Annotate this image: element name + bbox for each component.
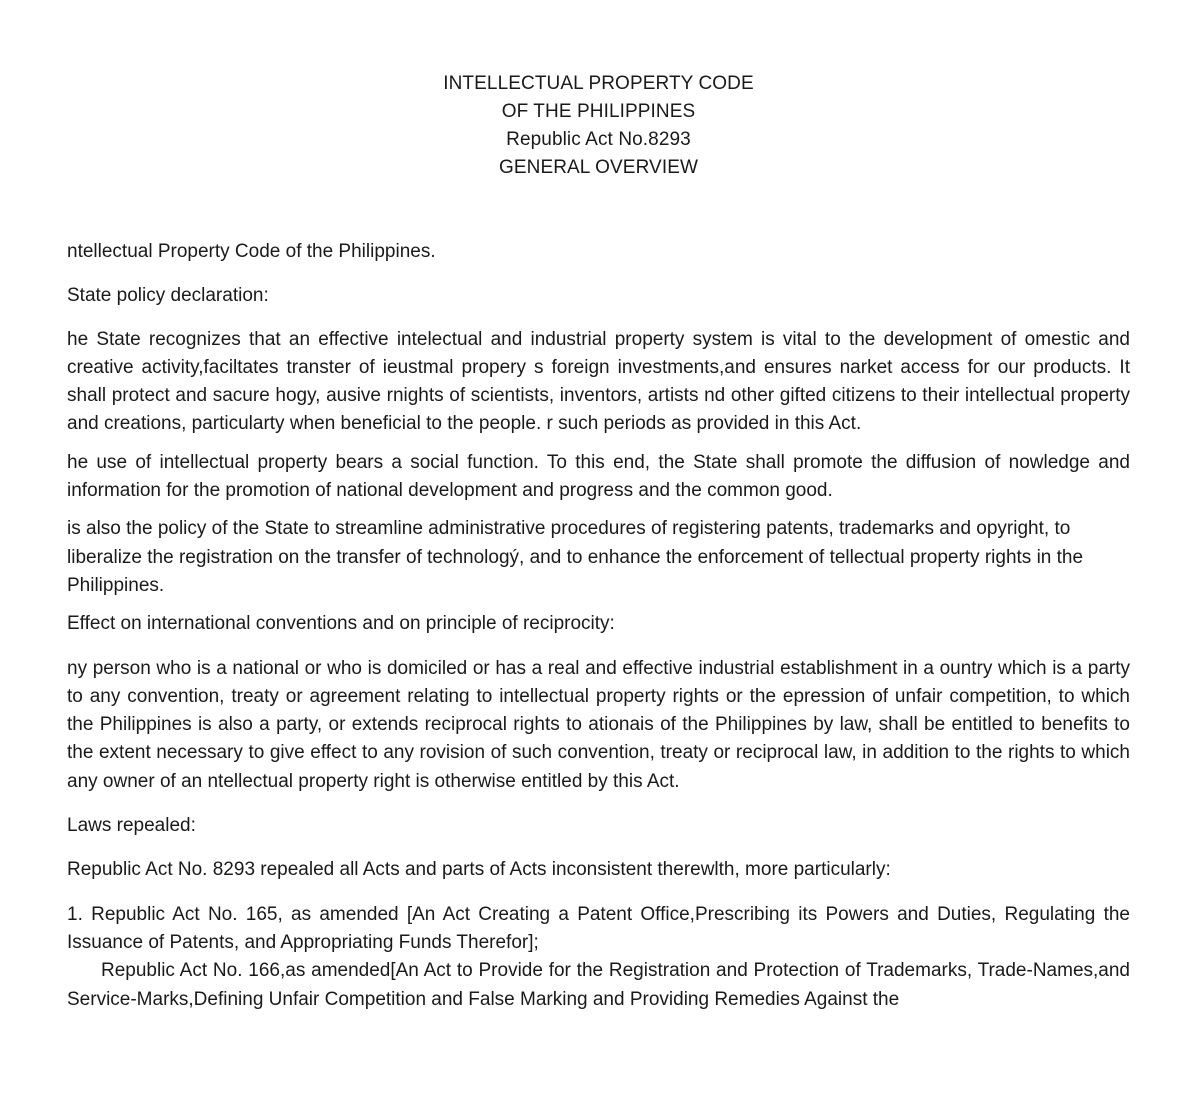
repealed-item-2: Republic Act No. 166,as amended[An Act to Provide for the Registration and Protection of Trademarks, Trade-Names,and Service-Marks,Defining Unfair Competition and False Marking and Providing Remedies Against the (67, 960, 1130, 1010)
state-policy-paragraph-3: is also the policy of the State to streamline administrative procedures of registering patents, trademarks and opyright, to liberalize the registration on the transfer of technologý, and to enhance the enforcement of tellectual property rights in the Philippines. (67, 518, 1084, 596)
title-line-4: GENERAL OVERVIEW (498, 157, 699, 178)
title-line-2: OF THE PHILIPPINES (501, 101, 696, 122)
effect-paragraph: ny person who is a national or who is domiciled or has a real and effective industrial establishment in a ountry which is a party to any convention, treaty or agreement relating to intellectual property rights or the epression of unfair competition, to which the Philippines is also a party, or extends reciprocal rights to ationais of the Philippines by law, shall be entitled to benefits to the extent necessary to give effect to any rovision of such convention, treaty or reciprocal law, in addition to the rights to which any owner of an ntellectual property right is otherwise entitled by this Act. (67, 657, 1130, 792)
document-title (67, 70, 1130, 182)
state-policy-heading: State policy declaration: (67, 285, 269, 307)
repealed-item-1: 1. Republic Act No. 165, as amended [An Act Creating a Patent Office,Prescribing its Powers and Duties, Regulating the Issuance of Patents, and Appropriating Funds Therefor]; (67, 903, 1130, 953)
title-line-1: INTELLECTUAL PROPERTY CODE (443, 73, 754, 94)
effect-heading: Effect on international conventions and on principle of reciprocity: (67, 613, 615, 635)
intro-line: ntellectual Property Code of the Philippines. (67, 241, 436, 262)
title-line-3: Republic Act No.8293 (506, 129, 691, 150)
laws-repealed-heading: Laws repealed: (67, 815, 196, 837)
state-policy-paragraph-2: he use of intellectual property bears a social function. To this end, the State shall promote the diffusion of nowledge and information for the promotion of national development and progress and the common good. (67, 451, 1130, 502)
laws-repealed-intro: Republic Act No. 8293 repealed all Acts and parts of Acts inconsistent therewlth, more particularly: (67, 859, 891, 881)
state-policy-paragraph-1: he State recognizes that an effective intelectual and industrial property system is vital to the development of omestic and creative activity,faciltates transter of ieustmal propery s foreign investments,and ensures narket access for our products. It shall protect and sacure hogy, ausive rnights of scientists, inventors, artists nd other gifted citizens to their intellectual property and creations, particularty when beneficial to the people. r such periods as provided in this Act. (67, 328, 1130, 435)
document-page (67, 70, 1130, 1014)
